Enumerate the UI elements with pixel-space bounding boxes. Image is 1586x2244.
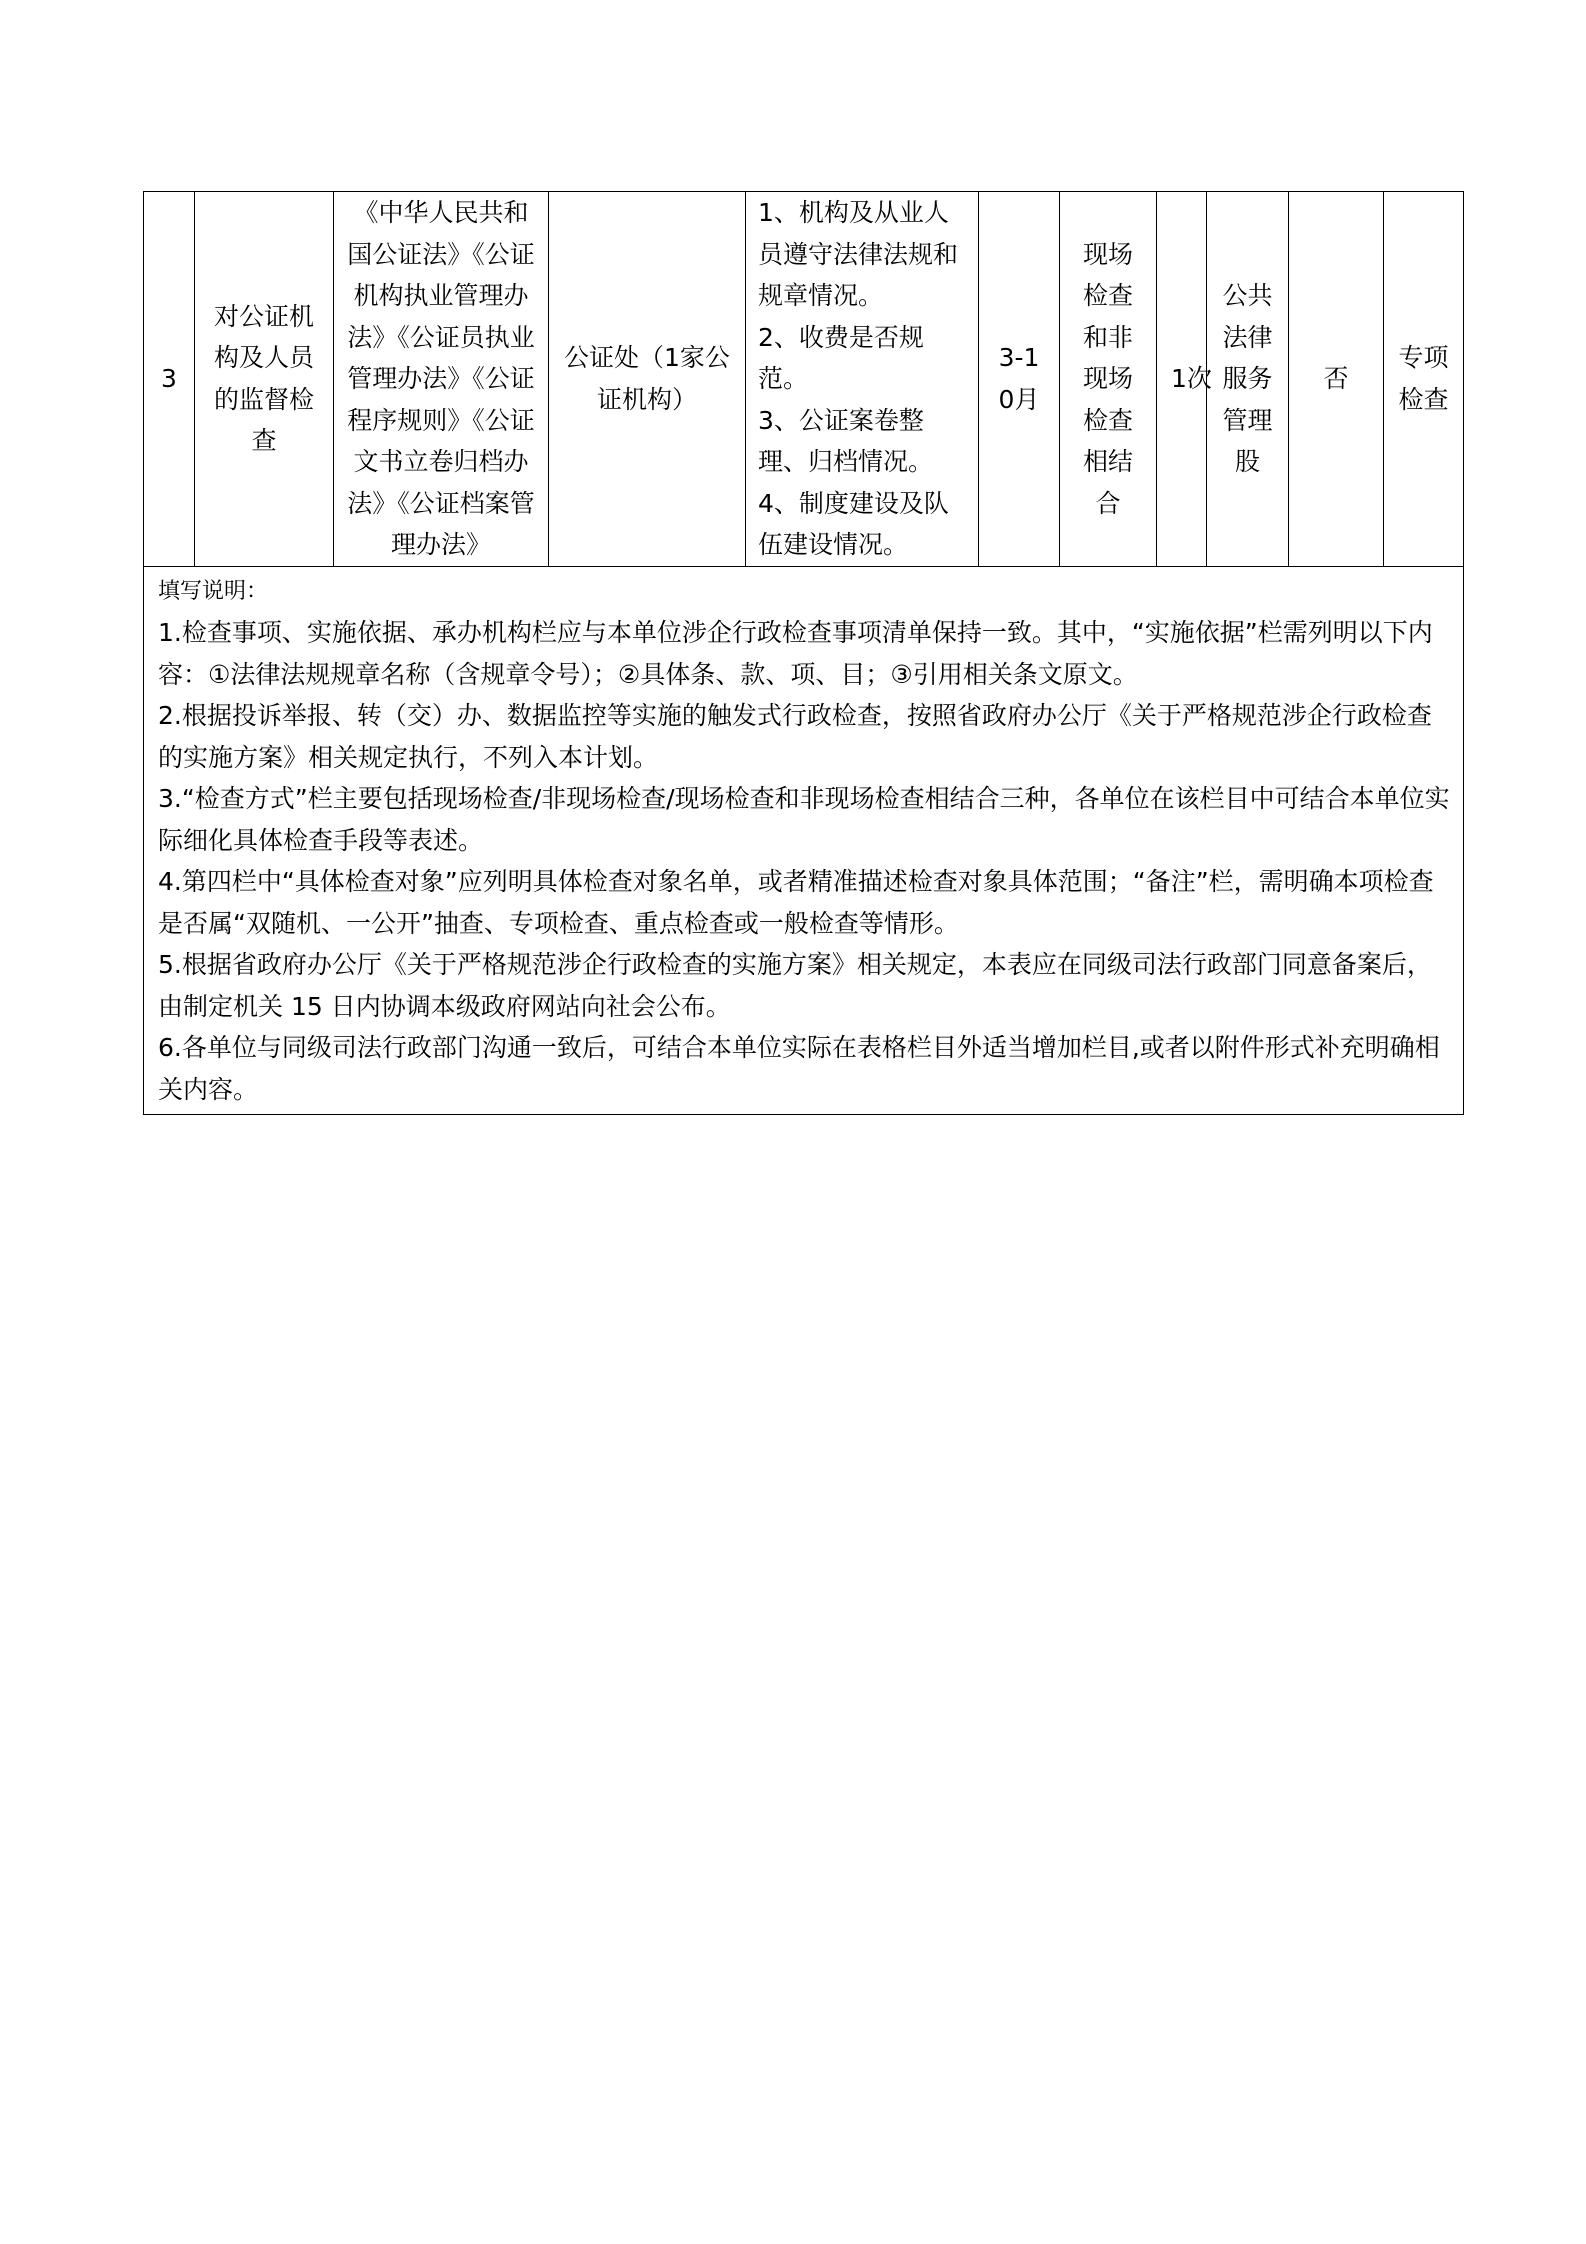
inspection-plan-sheet (143, 191, 1463, 1115)
legal-basis: 《中华人民共和国公证法》《公证机构执业管理办法》《公证员执业管理办法》《公证程序规则》《公证文书立卷归档办法》《公证档案管理办法》 (334, 192, 549, 567)
content-line: 1、机构及从业人员遵守法律法规和规章情况。 (758, 198, 959, 310)
notes-title: 填写说明： (158, 578, 269, 604)
joint-inspection: 否 (1289, 192, 1384, 567)
inspection-content (746, 192, 979, 567)
remark: 专项检查 (1384, 192, 1464, 567)
note-item: 4.第四栏中“具体检查对象”应列明具体检查对象名单，或者精准描述检查对象具体范围；“备注”栏，需明确本项检查是否属“双随机、一公开”抽查、专项检查、重点检查或一般检查等情形。 (158, 867, 1434, 938)
note-item: 6.各单位与同级司法行政部门沟通一致后，可结合本单位实际在表格栏目外适当增加栏目,或者以附件形式补充明确相关内容。 (158, 1033, 1440, 1104)
content-line: 4、制度建设及队伍建设情况。 (758, 488, 949, 559)
note-item: 3.“检查方式”栏主要包括现场检查/非现场检查/现场检查和非现场检查相结合三种，各单位在该栏目中可结合本单位实际细化具体检查手段等表述。 (158, 784, 1450, 855)
filling-instructions (144, 566, 1464, 1115)
note-item: 5.根据省政府办公厅《关于严格规范涉企行政检查的实施方案》相关规定，本表应在同级司法行政部门同意备案后，由制定机关 15 日内协调本级政府网站向社会公布。 (158, 950, 1432, 1021)
note-item: 1.检查事项、实施依据、承办机构栏应与本单位涉企行政检查事项清单保持一致。其中，“实施依据”栏需列明以下内容：①法律法规规章名称（含规章令号）；②具体条、款、项、目；③引用相关条文原文。 (158, 618, 1433, 689)
table-row (144, 192, 1464, 567)
inspection-object: 公证处（1家公证机构） (549, 192, 746, 567)
content-line: 3、公证案卷整理、归档情况。 (758, 405, 934, 476)
row-index: 3 (144, 192, 195, 567)
inspection-item: 对公证机构及人员的监督检查 (195, 192, 334, 567)
note-item: 2.根据投诉举报、转（交）办、数据监控等实施的触发式行政检查，按照省政府办公厅《关于严格规范涉企行政检查的实施方案》相关规定执行，不列入本计划。 (158, 701, 1432, 772)
inspection-plan-table (143, 191, 1464, 1115)
content-line: 2、收费是否规范。 (758, 322, 924, 393)
inspection-method: 现场检查和非现场检查相结合 (1060, 192, 1157, 567)
responsible-unit: 公共法律服务管理股 (1207, 192, 1289, 567)
inspection-frequency: 1次 (1157, 192, 1207, 567)
inspection-time: 3-10月 (979, 192, 1060, 567)
notes-row (144, 566, 1464, 1115)
